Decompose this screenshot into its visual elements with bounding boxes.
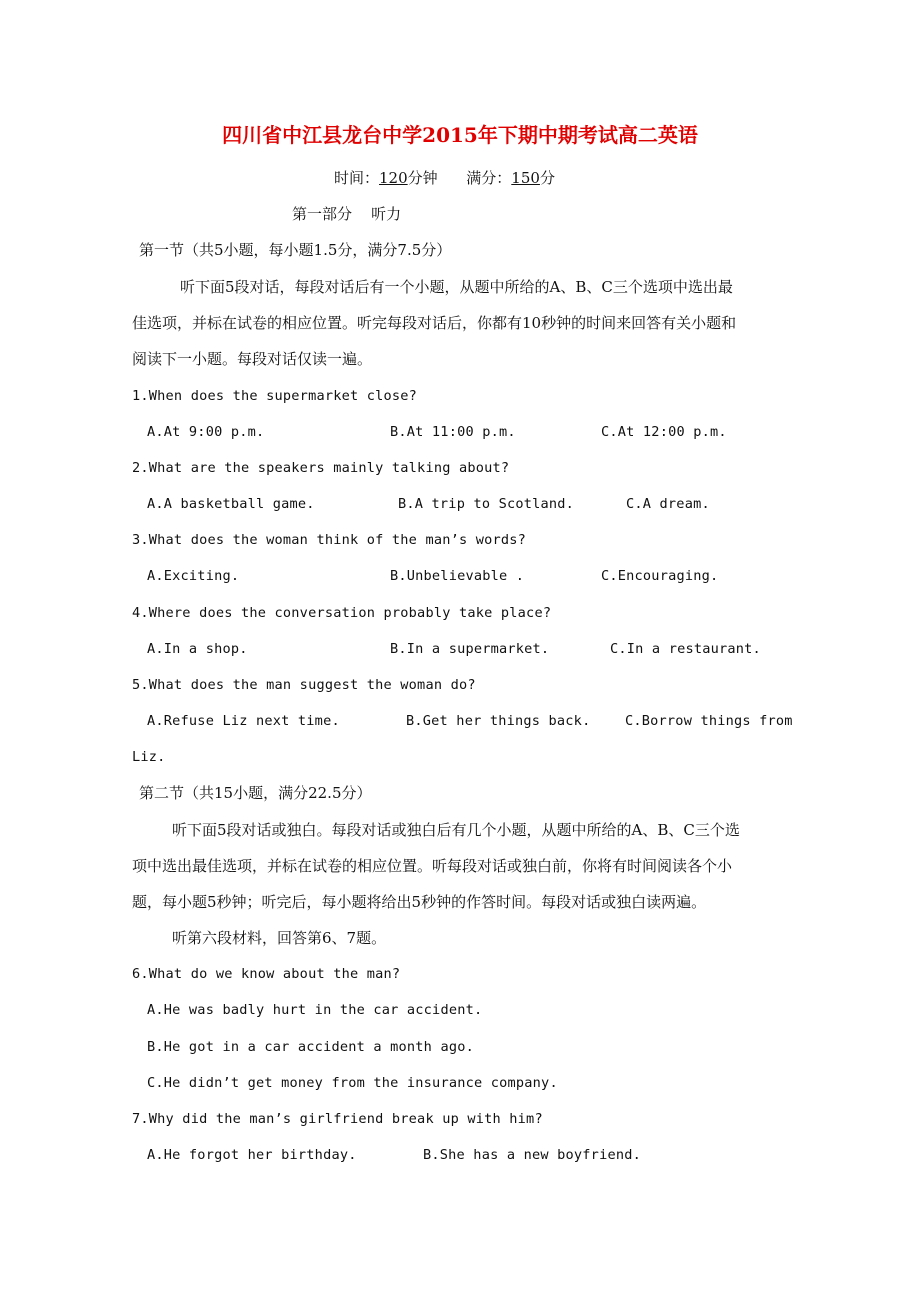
score-unit: 分	[539, 169, 555, 187]
question-stem: 1.When does the supermarket close?	[132, 388, 418, 404]
time-value: 120	[379, 169, 408, 187]
option-c: C.A dream.	[626, 496, 710, 512]
exam-meta	[334, 168, 555, 188]
option-a: A.He forgot her birthday.	[147, 1147, 357, 1163]
option-b: B.Get her things back.	[406, 713, 591, 729]
option-a: A.At 9:00 p.m.	[147, 424, 265, 440]
section1-instruction-line: 佳选项，并标在试卷的相应位置。听完每段对话后，你都有10秒钟的时间来回答有关小题和	[132, 314, 737, 332]
option-b: B.She has a new boyfriend.	[423, 1147, 641, 1163]
option-a: A.He was badly hurt in the car accident.	[147, 1002, 483, 1018]
section2-instruction-line: 听下面5段对话或独白。每段对话或独白后有几个小题，从题中所给的A、B、C三个选	[172, 821, 740, 839]
option-a: A.A basketball game.	[147, 496, 315, 512]
score-value: 150	[511, 169, 540, 187]
exam-title: 四川省中江县龙台中学2015年下期中期考试高二英语	[222, 123, 698, 147]
question-stem: 4.Where does the conversation probably take place?	[132, 605, 552, 621]
section2-instruction-line: 题，每小题5秒钟；听完后，每小题将给出5秒钟的作答时间。每段对话或独白读两遍。	[132, 893, 707, 911]
option-b: B.At 11:00 p.m.	[390, 424, 516, 440]
time-unit: 分钟	[407, 169, 438, 187]
section1-instruction-line: 听下面5段对话，每段对话后有一个小题，从题中所给的A、B、C三个选项中选出最	[180, 278, 733, 296]
option-c: C.In a restaurant.	[610, 641, 761, 657]
question-stem: 3.What does the woman think of the man’s words?	[132, 532, 527, 548]
option-b: B.He got in a car accident a month ago.	[147, 1039, 474, 1055]
section1-instruction-line: 阅读下一小题。每段对话仅读一遍。	[132, 350, 373, 368]
option-a: A.Exciting.	[147, 568, 240, 584]
option-a: A.Refuse Liz next time.	[147, 713, 340, 729]
question-stem: 7.Why did the man’s girlfriend break up with him?	[132, 1111, 543, 1127]
question-stem: 5.What does the man suggest the woman do?	[132, 677, 476, 693]
section1-heading: 第一节（共5小题，每小题1.5分，满分7.5分）	[139, 241, 452, 259]
material-6-instruction: 听第六段材料，回答第6、7题。	[172, 929, 387, 947]
option-c: C.At 12:00 p.m.	[601, 424, 727, 440]
option-c: C.Borrow things from	[625, 713, 793, 729]
option-a: A.In a shop.	[147, 641, 248, 657]
part1-heading: 第一部分 听力	[292, 205, 402, 223]
option-b: B.A trip to Scotland.	[398, 496, 575, 512]
option-c: C.He didn’t get money from the insurance company.	[147, 1075, 558, 1091]
question-stem: 2.What are the speakers mainly talking about?	[132, 460, 510, 476]
score-label: 满分：	[466, 169, 512, 187]
option-b: B.Unbelievable .	[390, 568, 525, 584]
option-c: C.Encouraging.	[601, 568, 719, 584]
time-label: 时间：	[334, 169, 380, 187]
question-stem: 6.What do we know about the man?	[132, 966, 401, 982]
option-b: B.In a supermarket.	[390, 641, 550, 657]
section2-instruction-line: 项中选出最佳选项，并标在试卷的相应位置。听每段对话或独白前，你将有时间阅读各个小	[132, 857, 733, 875]
section2-heading: 第二节（共15小题，满分22.5分）	[139, 784, 372, 802]
option-c-continued: Liz.	[132, 749, 166, 765]
